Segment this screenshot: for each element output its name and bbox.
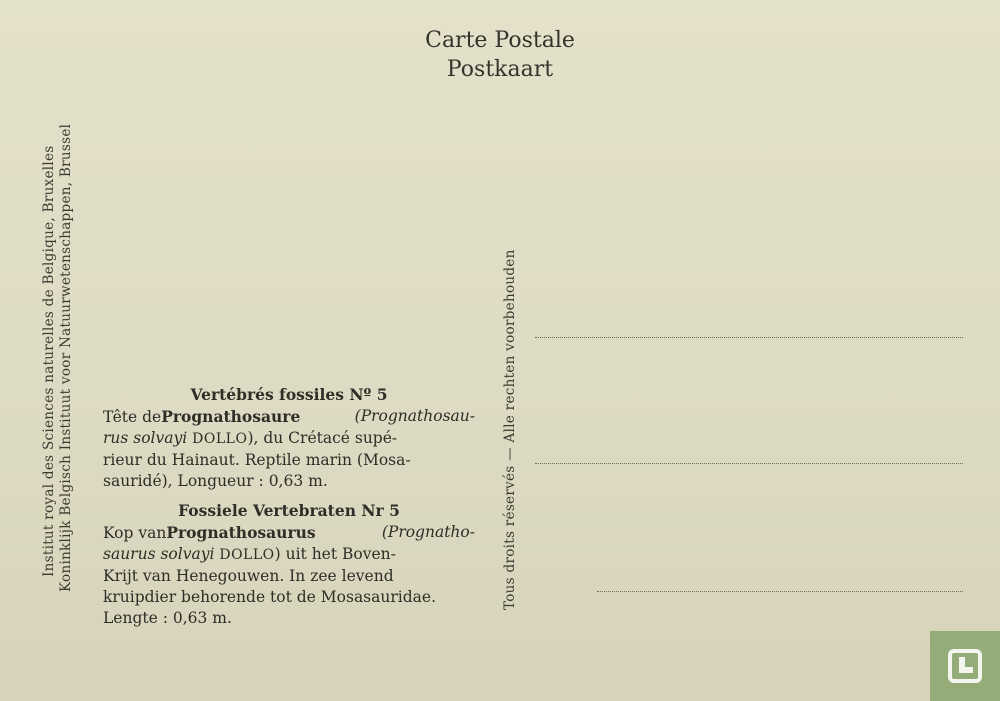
caption-heading-fr: Vertébrés fossiles Nº 5 bbox=[190, 385, 388, 404]
caption-line-fr-2 bbox=[103, 428, 475, 450]
postcard-header bbox=[400, 26, 600, 84]
caption-line-nl-4 bbox=[103, 587, 475, 608]
caption-line-nl-5 bbox=[103, 608, 475, 629]
caption-line-nl-1 bbox=[103, 522, 475, 544]
caption-line-nl-2 bbox=[103, 544, 475, 566]
caption-line-nl-3 bbox=[103, 566, 475, 587]
caption-line-fr-1 bbox=[103, 406, 475, 428]
address-line-3 bbox=[597, 591, 963, 592]
rights-notice: Tous droits réservés — Alle rechten voorbehouden bbox=[502, 249, 518, 610]
caption-text: (Prognathosau- bbox=[354, 407, 475, 425]
caption-text: sauridé), Longueur : 0,63 m. bbox=[103, 472, 328, 490]
caption-text: kruipdier behorende tot de Mosasauridae. bbox=[103, 588, 436, 606]
letter-l-logo-icon bbox=[930, 631, 1000, 701]
caption-text: rieur du Hainaut. Reptile marin (Mosa- bbox=[103, 451, 411, 469]
header-title-fr: Carte Postale bbox=[425, 28, 575, 53]
address-line-2 bbox=[535, 463, 963, 464]
caption-text: Tête dePrognathosaure bbox=[103, 407, 301, 426]
address-line-1 bbox=[535, 337, 963, 338]
caption-text: Krijt van Henegouwen. In zee levend bbox=[103, 567, 394, 585]
header-title-nl: Postkaart bbox=[446, 57, 554, 82]
caption-text: saurus solvayi DOLLO) uit het Boven- bbox=[103, 545, 396, 563]
caption-text: Kop vanPrognathosaurus bbox=[103, 523, 316, 542]
publisher-line-fr: Institut royal des Sciences naturelles de Belgique, Bruxelles bbox=[41, 145, 57, 577]
caption-line-fr-4 bbox=[103, 471, 475, 492]
caption-text: (Prognatho- bbox=[381, 523, 475, 541]
publisher-line-nl: Koninklijk Belgisch Instituut voor Natuurwetenschappen, Brussel bbox=[58, 123, 74, 592]
caption-block bbox=[103, 384, 475, 629]
caption-heading-nl: Fossiele Vertebraten Nr 5 bbox=[178, 501, 400, 520]
caption-text: Lengte : 0,63 m. bbox=[103, 609, 232, 627]
caption-line-fr-3 bbox=[103, 450, 475, 471]
caption-text: rus solvayi DOLLO), du Crétacé supé- bbox=[103, 429, 398, 447]
